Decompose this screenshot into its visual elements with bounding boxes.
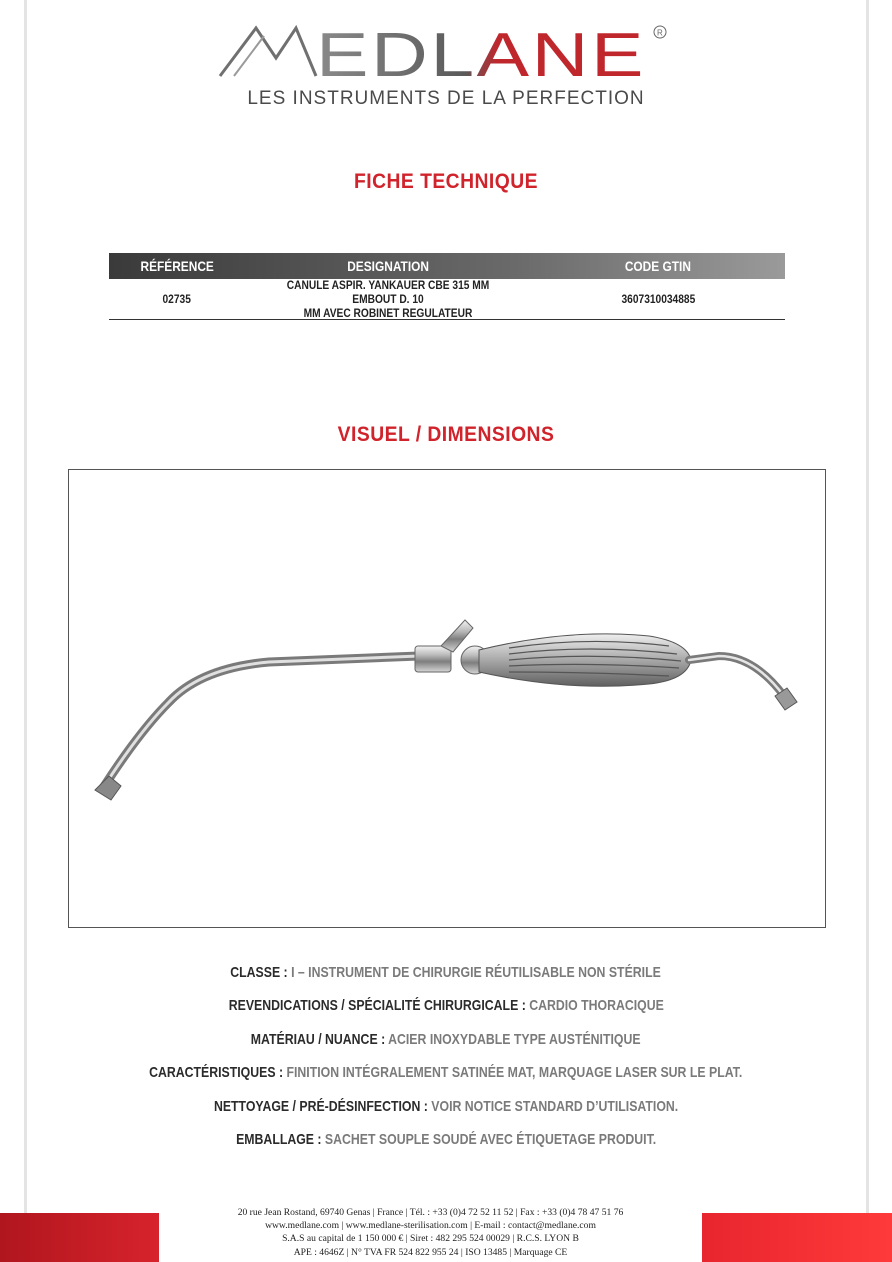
header-gtin: CODE GTIN — [624, 258, 692, 274]
yankauer-cannula-illustration — [69, 470, 825, 927]
table-header-row — [109, 253, 785, 279]
fiche-technique-title: FICHE TECHNIQUE — [353, 170, 538, 193]
header-designation: DESIGNATION — [347, 258, 429, 274]
header-reference: RÉFÉRENCE — [140, 258, 214, 274]
cell-reference: 02735 — [162, 292, 192, 306]
brand-tagline: LES INSTRUMENTS DE LA PERFECTION — [247, 88, 645, 109]
spec-nettoyage: NETTOYAGE / PRÉ-DÉSINFECTION : VOIR NOTICE STANDARD D’UTILISATION. — [213, 1097, 679, 1115]
spec-emballage: EMBALLAGE : SACHET SOUPLE SOUDÉ AVEC ÉTIQUETAGE PRODUIT. — [235, 1130, 657, 1148]
reference-table — [109, 253, 785, 320]
footer-company-info — [159, 1206, 702, 1259]
footer-address: 20 rue Jean Rostand, 69740 Genas | France | Tél. : +33 (0)4 72 52 11 52 | Fax : +33 (0)4 78 47 51 76 — [237, 1207, 624, 1218]
footer-legal: S.A.S au capital de 1 150 000 € | Siret : 482 295 524 00029 | R.C.S. LYON B — [282, 1233, 579, 1245]
specifications-list — [0, 962, 892, 1162]
medlane-logo — [0, 18, 892, 82]
spec-caracteristiques: CARACTÉRISTIQUES : FINITION INTÉGRALEMENT SATINÉE MAT, MARQUAGE LASER SUR LE PLAT. — [149, 1064, 743, 1082]
visuel-dimensions-title: VISUEL / DIMENSIONS — [337, 423, 555, 446]
footer-red-bar-left — [0, 1213, 159, 1262]
spec-classe: CLASSE : I – INSTRUMENT DE CHIRURGIE RÉUTILISABLE NON STÉRILE — [230, 964, 662, 981]
cell-designation: CANULE ASPIR. YANKAUER CBE 315 MM EMBOUT D. 10 MM AVEC ROBINET REGULATEUR — [286, 278, 490, 320]
footer-web-email: www.medlane.com | www.medlane-sterilisation.com | E-mail : contact@medlane.com — [265, 1220, 596, 1232]
footer-red-bar-right — [702, 1213, 892, 1262]
product-visual-frame — [68, 469, 826, 928]
footer-registration: APE : 4646Z | N° TVA FR 524 822 955 24 | ISO 13485 | Marquage CE — [293, 1246, 568, 1258]
svg-text:R: R — [657, 28, 663, 38]
svg-text:EDLANE: EDLANE — [316, 21, 646, 82]
spec-revendications: REVENDICATIONS / SPÉCIALITÉ CHIRURGICALE : CARDIO THORACIQUE — [228, 997, 664, 1015]
table-row — [109, 279, 785, 320]
spec-materiau: MATÉRIAU / NUANCE : ACIER INOXYDABLE TYPE AUSTÉNITIQUE — [251, 1030, 641, 1048]
cell-gtin: 3607310034885 — [621, 292, 695, 306]
